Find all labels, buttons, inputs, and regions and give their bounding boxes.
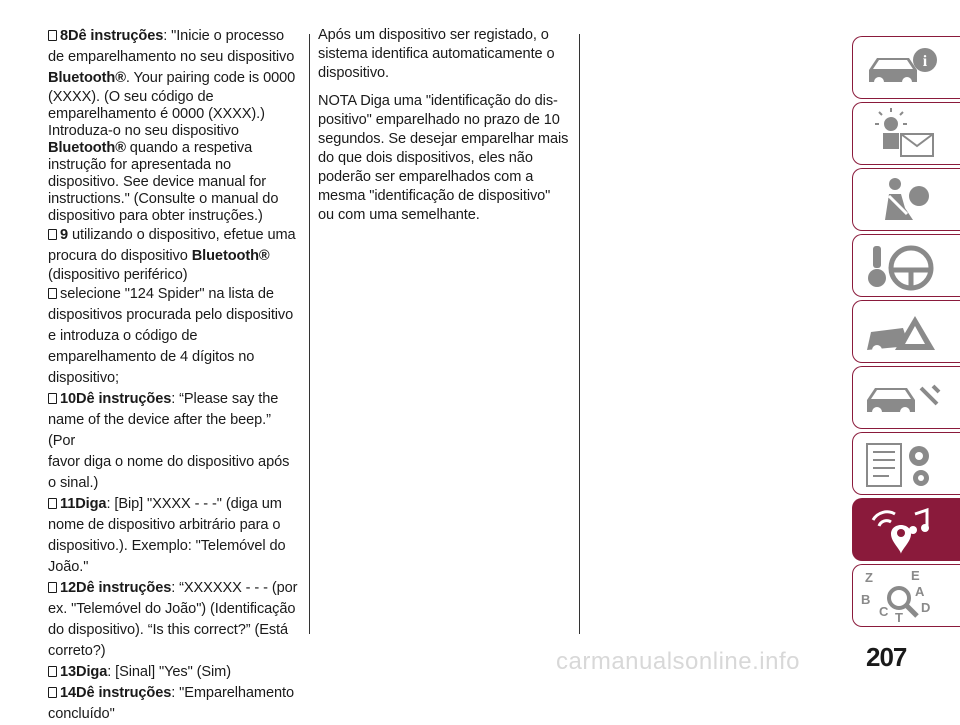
emergency-triangle-car-icon (861, 306, 945, 358)
bullet-step-11: 11Diga: [Bip] "XXXX - - -" (diga um (48, 494, 300, 515)
tab-multimedia[interactable] (852, 498, 960, 561)
tab-maintenance[interactable] (852, 366, 960, 429)
technical-data-gears-icon (861, 438, 945, 490)
text-line: emparelhamento é 0000 (XXXX).) (48, 106, 265, 122)
column-divider (309, 34, 310, 634)
tab-technical-data[interactable] (852, 432, 960, 495)
warning-lights-message-icon (861, 108, 945, 160)
watermark: carmanualsonline.info (556, 648, 800, 675)
bullet-step-13: 13Diga: [Sinal] "Yes" (Sim) (48, 662, 300, 683)
text-line: instructions." (Consulte o manual do (48, 191, 279, 207)
text-line: emparelhamento de 4 dígitos no (48, 349, 255, 365)
tab-index[interactable] (852, 564, 960, 627)
key-steering-wheel-icon (861, 240, 945, 292)
text-line: favor diga o nome do dispositivo após (48, 454, 290, 470)
bullet-box-icon (48, 288, 57, 299)
bullet-step-10: 10Dê instruções: “Please say the (48, 389, 300, 410)
bullet-box-icon (48, 393, 57, 404)
text-line: instrução for apresentada no (48, 157, 231, 173)
svg-text:E: E (911, 570, 920, 583)
text-line: ex. "Telemóvel do João") (Identificação (48, 601, 296, 617)
multimedia-music-location-icon (861, 504, 945, 556)
text-line: nome de dispositivo arbitrário para o (48, 517, 281, 533)
text-line: de emparelhamento no seu dispositivo (48, 49, 295, 65)
bullet-select-device: selecione "124 Spider" na lista de (48, 284, 300, 305)
column-divider (579, 34, 580, 634)
svg-text:B: B (861, 592, 871, 607)
page-number: 207 (866, 642, 907, 672)
tab-safety[interactable] (852, 168, 960, 231)
bullet-box-icon (48, 582, 57, 593)
alphabetical-index-search-icon (861, 570, 945, 622)
note-paragraph: NOTA Diga uma "identificação do dis- positivo" emparelhado no prazo de 10 segundos. Se desejar emparelhar mais do que dois dispositivos, eles não poderão ser emparelhados com a mesma "identificação de dispositivo" ou com uma semelhante. (318, 93, 569, 223)
text-line: dispositivo; (48, 370, 119, 386)
bullet-step-9: 9 utilizando o dispositivo, efetue uma (48, 225, 300, 246)
tab-car-info[interactable] (852, 36, 960, 99)
text-line: dispositivo.). Exemplo: "Telemóvel do (48, 538, 286, 554)
text-line: name of the device after the beep.” (Por (48, 412, 271, 449)
text-line: e introduza o código de (48, 328, 198, 344)
svg-text:C: C (879, 604, 889, 619)
bullet-step-14: 14Dê instruções: "Emparelhamento (48, 683, 300, 704)
paragraph: Após um dispositivo ser registado, o sistema identifica automaticamente o dispositivo. (318, 27, 555, 81)
bullet-box-icon (48, 666, 57, 677)
text-line: Bluetooth®. Your pairing code is 0000 (48, 70, 296, 86)
text-line: do dispositivo). “Is this correct?” (Está (48, 622, 289, 638)
text-line: procura do dispositivo Bluetooth® (48, 248, 270, 264)
chapter-tabs (852, 0, 960, 678)
text-line: (XXXX). (O seu código de (48, 89, 214, 105)
car-maintenance-icon (861, 372, 945, 424)
bullet-step-8: 8Dê instruções: "Inicie o processo (48, 26, 300, 47)
text-line: João." (48, 559, 89, 575)
text-line: (dispositivo periférico) (48, 267, 188, 283)
text-line: Introduza-o no seu dispositivo (48, 123, 239, 139)
svg-text:D: D (921, 600, 931, 615)
text-line: dispositivo para obter instruções.) (48, 208, 263, 224)
svg-text:Z: Z (865, 570, 873, 585)
bullet-box-icon (48, 30, 57, 41)
car-info-icon (861, 42, 945, 94)
bullet-box-icon (48, 498, 57, 509)
bullet-step-12: 12Dê instruções: “XXXXXX - - - (por (48, 578, 300, 599)
right-column (318, 26, 570, 234)
tab-warning-lights[interactable] (852, 102, 960, 165)
bullet-box-icon (48, 229, 57, 240)
svg-text:T: T (895, 610, 903, 622)
svg-text:A: A (915, 584, 925, 599)
svg-text:i: i (922, 53, 928, 70)
text-line: dispositivos procurada pelo dispositivo (48, 307, 294, 323)
text-line: concluído" (48, 706, 115, 722)
seat-airbag-safety-icon (861, 174, 945, 226)
text-line: dispositivo. See device manual for (48, 174, 267, 190)
text-line: o sinal.) (48, 475, 99, 491)
left-column (48, 26, 300, 725)
tab-starting[interactable] (852, 234, 960, 297)
text-line: correto?) (48, 643, 106, 659)
tab-emergency[interactable] (852, 300, 960, 363)
text-line: Bluetooth® quando a respetiva (48, 140, 253, 156)
bullet-box-icon (48, 687, 57, 698)
